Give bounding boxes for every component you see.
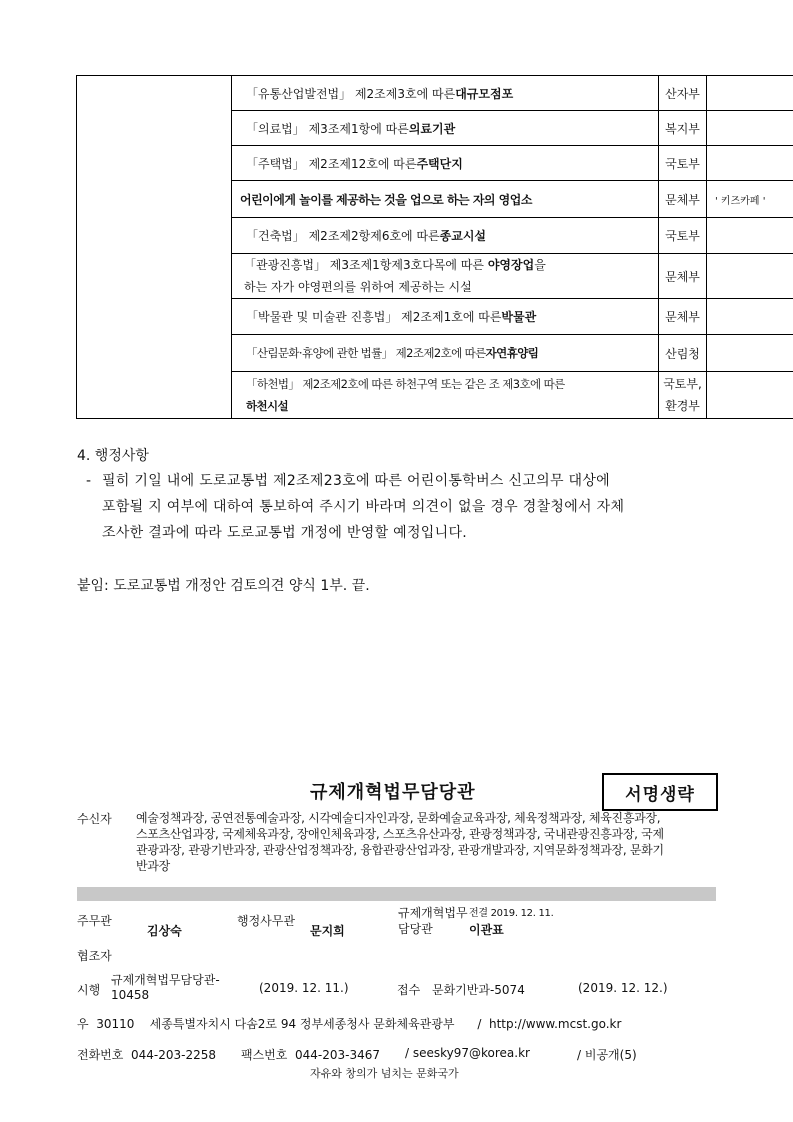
note-cell [706, 217, 793, 254]
issuer-title: 규제개혁법무담당관 [310, 782, 476, 803]
table-left-column [76, 75, 232, 419]
fax-number: 팩스번호 044-203-3467 [241, 1048, 381, 1062]
facility-name: 종교시설 [439, 229, 487, 243]
table-row [231, 110, 719, 146]
table-row [231, 334, 719, 372]
bullet-dash: - [86, 473, 92, 489]
ministry-cell: 복지부 [658, 110, 707, 146]
facility-name: 야영장업 [487, 258, 535, 272]
approver-name: 김상숙 [147, 924, 182, 938]
table-row [231, 371, 719, 419]
law-cell [231, 180, 659, 218]
regulation-table [76, 75, 766, 419]
ministry-cell: 국토부 [658, 145, 707, 181]
law-text: 「유통산업발전법」 제2조제3호에 따른 [246, 86, 456, 101]
recipients-list [136, 810, 718, 874]
disclosure-status: / 비공개(5) [577, 1048, 637, 1062]
approver-name: 문지희 [310, 924, 345, 938]
note-cell [706, 253, 793, 299]
ministry-line-2: 환경부 [665, 399, 700, 413]
recipients-line: 관광과장, 관광기반과장, 관광산업정책과장, 융합관광산업과장, 관광개발과장, 지역문화정책과장, 문화기 [136, 843, 664, 857]
law-cell [231, 145, 659, 181]
recipients-label: 수신자 [77, 812, 112, 826]
table-row [231, 145, 719, 181]
law-line-1: 「하천법」 제2조제2호에 따른 하천구역 또는 같은 조 제3호에 따른 [246, 377, 565, 391]
law-line-1 [244, 254, 546, 276]
attachment-line: 붙임: 도로교통법 개정안 검토의견 양식 1부. 끝. [77, 578, 370, 594]
facility-name: 대규모점포 [455, 86, 514, 101]
ministry-line-1: 국토부, [663, 377, 702, 391]
facility-name: 어린이에게 놀이를 제공하는 것을 업으로 하는 자의 영업소 [240, 192, 532, 207]
body-line-2: 포함될 지 여부에 대하여 통보하여 주시기 바라며 의견이 없을 경우 경찰청에서 자체 [102, 499, 625, 515]
note-cell [706, 298, 793, 335]
law-cell [231, 298, 659, 335]
law-line-2: 하는 자가 야영편의를 위하여 제공하는 시설 [244, 280, 472, 294]
note-cell [706, 371, 793, 419]
receipt-date: (2019. 12. 12.) [578, 981, 668, 995]
table-row [231, 217, 719, 254]
body-line-1: 필히 기일 내에 도로교통법 제2조제23호에 따른 어린이통학버스 신고의무 대상에 [102, 473, 610, 489]
exec-doc-number [111, 973, 220, 1003]
phone-number: 전화번호 044-203-2258 [77, 1048, 217, 1062]
law-cell [231, 371, 659, 419]
law-text: 「주택법」 제2조제12호에 따른 [246, 156, 417, 171]
facility-name: 하천시설 [246, 399, 289, 413]
law-cell [231, 110, 659, 146]
law-text-suffix: 을 [534, 258, 546, 272]
exec-doc-line: 규제개혁법무담당관- [111, 973, 220, 987]
table-row [231, 253, 719, 299]
law-cell [231, 75, 659, 111]
exec-date: (2019. 12. 11.) [259, 981, 349, 995]
exec-doc-line: 10458 [111, 988, 150, 1002]
section-heading: 4. 행정사항 [77, 448, 149, 464]
ministry-cell: 국토부 [658, 217, 707, 254]
ministry-cell [658, 371, 707, 419]
ministry-cell: 문체부 [658, 253, 707, 299]
note-cell: ' 키즈카페 ' [706, 180, 793, 218]
approver-title: 주무관 [77, 914, 112, 928]
law-text: 「관광진흥법」 제3조제1항제3호다목에 따른 [244, 258, 488, 272]
ministry-cell: 문체부 [658, 298, 707, 335]
address-line: 우 30110 세종특별자치시 다솜2로 94 정부세종청사 문화체육관광부 / http://www.mcst.go.kr [77, 1017, 622, 1031]
law-text: 「산림문화·휴양에 관한 법률」 제2조제2호에 따른 [246, 346, 486, 360]
receipt-label: 접수 [397, 983, 421, 997]
body-line-3: 조사한 결과에 따라 도로교통법 개정에 반영할 예정입니다. [102, 525, 468, 541]
approver-title: 행정사무관 [237, 914, 295, 928]
ministry-cell: 산림청 [658, 334, 707, 372]
approval-date: 전결 2019. 12. 11. [469, 908, 554, 919]
law-text: 「의료법」 제3조제1항에 따른 [246, 121, 409, 136]
note-cell [706, 145, 793, 181]
table-row [231, 298, 719, 335]
divider-bar [77, 887, 716, 901]
table-row [231, 180, 766, 218]
note-cell [706, 110, 793, 146]
law-text: 「건축법」 제2조제2항제6호에 따른 [246, 229, 440, 243]
facility-name: 주택단지 [416, 156, 463, 171]
note-cell [706, 75, 793, 111]
facility-name: 의료기관 [408, 121, 456, 136]
email-address: / seesky97@korea.kr [405, 1046, 530, 1060]
recipients-line: 예술정책과장, 공연전통예술과장, 시각예술디자인과장, 문화예술교육과장, 체육정책과장, 체육진흥과장, [136, 811, 661, 825]
recipients-line: 스포츠산업과장, 국제체육과장, 장애인체육과장, 스포츠유산과장, 관광정책과장, 국내관광진흥과장, 국제 [136, 827, 664, 841]
cooperator-label: 협조자 [77, 949, 112, 963]
law-cell [231, 253, 659, 299]
slogan: 자유와 창의가 넘치는 문화국가 [310, 1067, 459, 1080]
approver-name: 이관표 [469, 923, 504, 937]
signature-stamp: 서명생략 [602, 773, 718, 811]
section-body [102, 468, 722, 546]
law-cell [231, 334, 659, 372]
approver-title-line: 담당관 [398, 922, 433, 936]
note-cell [706, 334, 793, 372]
facility-name: 박물관 [501, 310, 537, 324]
receipt-doc-number: 문화기반과-5074 [432, 983, 525, 997]
recipients-line: 반과장 [136, 859, 170, 873]
approver-title [398, 905, 468, 937]
facility-name: 자연휴양림 [485, 346, 539, 360]
ministry-cell: 문체부 [658, 180, 707, 218]
ministry-cell: 산자부 [658, 75, 707, 111]
law-text: 「박물관 및 미술관 진흥법」 제2조제1호에 따른 [246, 310, 502, 324]
table-row [231, 75, 719, 111]
exec-label: 시행 [77, 983, 101, 997]
approver-title-line: 규제개혁법무 [398, 906, 468, 920]
law-cell [231, 217, 659, 254]
